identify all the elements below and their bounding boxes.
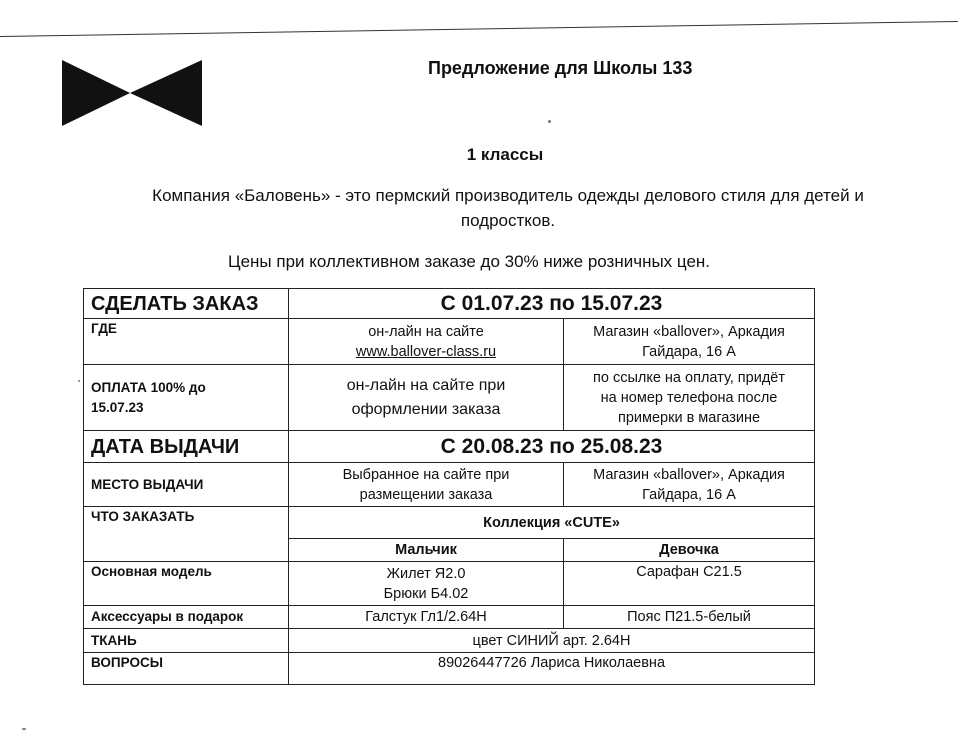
issue-place-label: МЕСТО ВЫДАЧИ <box>84 463 289 507</box>
fabric-label: ТКАНЬ <box>84 629 289 653</box>
issue-place-store-cell <box>564 463 815 507</box>
payment-online-line-2: оформлении заказа <box>351 400 501 418</box>
payment-store-cell <box>564 365 815 431</box>
issue-place-online-cell <box>289 463 564 507</box>
fabric-row <box>84 629 815 653</box>
where-label: ГДЕ <box>84 319 289 365</box>
where-row <box>84 319 815 365</box>
where-store-cell <box>564 319 815 365</box>
order-label: СДЕЛАТЬ ЗАКАЗ <box>84 289 289 319</box>
questions-contact: 89026447726 Лариса Николаевна <box>289 653 815 685</box>
order-row <box>84 289 815 319</box>
where-online-cell <box>289 319 564 365</box>
company-intro <box>88 183 928 233</box>
payment-store-line-1: по ссылке на оплату, придёт <box>593 369 785 386</box>
issue-dates: С 20.08.23 по 25.08.23 <box>289 431 815 463</box>
payment-online-cell <box>289 365 564 431</box>
accessories-row <box>84 606 815 629</box>
main-model-row <box>84 562 815 606</box>
payment-store-line-2: на номер телефона после <box>600 389 778 406</box>
intro-line-2: подростков. <box>460 211 556 230</box>
payment-label <box>84 365 289 431</box>
issue-place-store-line-1: Магазин «ballover», Аркадия <box>593 466 785 483</box>
fabric-value: цвет СИНИЙ арт. 2.64Н <box>289 629 815 653</box>
issue-place-row <box>84 463 815 507</box>
payment-online-line-1: он-лайн на сайте при <box>346 376 506 394</box>
what-to-order-label: ЧТО ЗАКАЗАТЬ <box>84 507 289 562</box>
scan-speck <box>548 120 551 123</box>
grade-subtitle: 1 классы <box>466 145 544 164</box>
issue-place-store-line-2: Гайдара, 16 А <box>642 486 736 503</box>
where-store-line-1: Магазин «ballover», Аркадия <box>593 323 785 340</box>
prices-note: Цены при коллективном заказе до 30% ниже розничных цен. <box>228 252 711 271</box>
intro-line-1: Компания «Баловень» - это пермский производитель одежды делового стиля для детей и <box>152 186 864 205</box>
where-store-line-2: Гайдара, 16 А <box>642 343 736 360</box>
main-model-boy-cell <box>289 562 564 606</box>
document-title: Предложение для Школы 133 <box>428 58 693 78</box>
website-link[interactable]: www.ballover-class.ru <box>355 343 497 360</box>
boy-header: Мальчик <box>289 539 564 562</box>
bow-tie-logo <box>62 60 202 126</box>
what-to-order-row <box>84 507 815 539</box>
scan-speck <box>22 728 26 730</box>
payment-row <box>84 365 815 431</box>
issue-place-online-line-1: Выбранное на сайте при <box>342 466 510 483</box>
accessories-label: Аксессуары в подарок <box>84 606 289 629</box>
scan-speck <box>78 380 80 382</box>
main-model-girl: Сарафан С21.5 <box>564 562 815 606</box>
top-divider <box>0 21 958 37</box>
questions-label: ВОПРОСЫ <box>84 653 289 685</box>
where-online-text: он-лайн на сайте <box>368 323 484 340</box>
payment-label-line-1: ОПЛАТА 100% до <box>91 379 206 395</box>
payment-label-line-2: 15.07.23 <box>91 399 144 415</box>
issue-place-online-line-2: размещении заказа <box>359 486 493 503</box>
girl-header: Девочка <box>564 539 815 562</box>
issue-date-row <box>84 431 815 463</box>
issue-date-label: ДАТА ВЫДАЧИ <box>84 431 289 463</box>
offer-table <box>83 288 815 685</box>
order-dates: С 01.07.23 по 15.07.23 <box>289 289 815 319</box>
main-model-label: Основная модель <box>84 562 289 606</box>
accessories-girl: Пояс П21.5-белый <box>564 606 815 629</box>
collection-name: Коллекция «CUTE» <box>289 507 815 539</box>
questions-row <box>84 653 815 685</box>
main-model-boy-line-1: Жилет Я2.0 <box>386 565 466 582</box>
payment-store-line-3: примерки в магазине <box>617 409 761 426</box>
accessories-boy: Галстук Гл1/2.64Н <box>289 606 564 629</box>
main-model-boy-line-2: Брюки Б4.02 <box>383 585 469 602</box>
